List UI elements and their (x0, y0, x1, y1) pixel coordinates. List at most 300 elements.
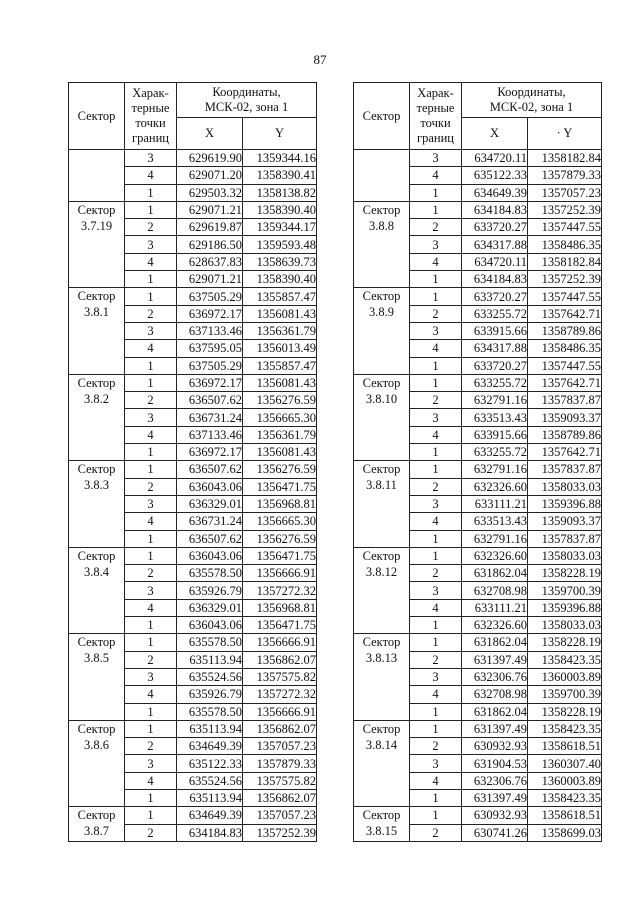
y-coordinate-cell: 1358228.19 (528, 634, 602, 651)
x-coordinate-cell: 637133.46 (177, 426, 243, 443)
sector-name-cell (354, 807, 410, 842)
x-coordinate-cell: 635113.94 (177, 720, 243, 737)
sector-name-line: Сектор (77, 202, 116, 217)
y-coordinate-cell: 1357252.39 (243, 824, 317, 841)
x-coordinate-cell: 633255.72 (462, 444, 528, 461)
y-coordinate-cell: 1356666.91 (243, 565, 317, 582)
table-row (69, 634, 317, 651)
x-coordinate-cell: 631904.53 (462, 755, 528, 772)
x-header: X (177, 118, 243, 150)
sector-name-line: 3.8.2 (84, 391, 109, 406)
y-coordinate-cell: 1356081.43 (243, 374, 317, 391)
y-coordinate-cell: 1357642.71 (528, 305, 602, 322)
point-number-cell: 3 (125, 322, 177, 339)
point-number-cell: 4 (410, 686, 462, 703)
x-coordinate-cell: 635578.50 (177, 634, 243, 651)
table-row (69, 201, 317, 218)
table-row (69, 461, 317, 478)
y-coordinate-cell: 1356081.43 (243, 305, 317, 322)
point-number-cell: 3 (125, 495, 177, 512)
sector-name-cell (69, 634, 125, 720)
x-coordinate-cell: 631862.04 (462, 565, 528, 582)
point-number-cell: 4 (410, 253, 462, 270)
coordinates-header: Координаты, МСК-02, зона 1 (177, 83, 317, 118)
sector-name-cell (354, 461, 410, 547)
y-coordinate-cell: 1358423.35 (528, 789, 602, 806)
sector-name-line: 3.7.19 (80, 218, 113, 233)
sector-name-cell (69, 201, 125, 287)
point-number-cell: 1 (410, 288, 462, 305)
point-number-cell: 1 (410, 807, 462, 824)
y-coordinate-cell: 1357272.32 (243, 582, 317, 599)
x-coordinate-cell: 634317.88 (462, 340, 528, 357)
x-coordinate-cell: 635926.79 (177, 686, 243, 703)
x-coordinate-cell: 635122.33 (462, 167, 528, 184)
x-coordinate-cell: 636507.62 (177, 461, 243, 478)
x-coordinate-cell: 634720.11 (462, 150, 528, 167)
y-coordinate-cell: 1359093.37 (528, 513, 602, 530)
page-number: 87 (313, 52, 327, 67)
y-coordinate-cell: 1356276.59 (243, 530, 317, 547)
x-coordinate-cell: 635524.56 (177, 772, 243, 789)
sector-name-line: Сектор (362, 721, 401, 736)
y-coordinate-cell: 1359093.37 (528, 409, 602, 426)
y-coordinate-cell: 1358182.84 (528, 150, 602, 167)
x-coordinate-cell: 636972.17 (177, 305, 243, 322)
sector-name-cell (69, 461, 125, 547)
point-number-cell: 1 (125, 288, 177, 305)
point-number-cell: 1 (410, 374, 462, 391)
x-coordinate-cell: 636972.17 (177, 444, 243, 461)
point-number-cell: 1 (125, 374, 177, 391)
point-number-cell: 4 (410, 340, 462, 357)
point-number-cell: 3 (125, 150, 177, 167)
sector-name-line: 3.8.5 (84, 651, 109, 666)
sector-name-line: Сектор (77, 548, 116, 563)
point-number-cell: 3 (410, 755, 462, 772)
y-coordinate-cell: 1358618.51 (528, 807, 602, 824)
y-coordinate-cell: 1359344.17 (243, 219, 317, 236)
point-number-cell: 1 (125, 184, 177, 201)
x-coordinate-cell: 633915.66 (462, 322, 528, 339)
sector-name-cell (69, 720, 125, 806)
point-number-cell: 3 (125, 409, 177, 426)
coordinates-header: Координаты, МСК-02, зона 1 (462, 83, 602, 118)
x-coordinate-cell: 636507.62 (177, 392, 243, 409)
x-coordinate-cell: 634720.11 (462, 253, 528, 270)
y-coordinate-cell: 1360003.89 (528, 772, 602, 789)
x-coordinate-cell: 635578.50 (177, 703, 243, 720)
y-coordinate-cell: 1357252.39 (528, 271, 602, 288)
point-number-cell: 2 (410, 565, 462, 582)
x-coordinate-cell: 636972.17 (177, 374, 243, 391)
sector-name-cell (69, 288, 125, 374)
x-coordinate-cell: 632326.60 (462, 547, 528, 564)
point-number-cell: 1 (410, 530, 462, 547)
x-coordinate-cell: 629071.21 (177, 201, 243, 218)
y-coordinate-cell: 1358423.35 (528, 720, 602, 737)
y-coordinate-cell: 1356361.79 (243, 322, 317, 339)
point-number-cell: 1 (410, 444, 462, 461)
x-coordinate-cell: 636043.06 (177, 478, 243, 495)
x-coordinate-cell: 633720.27 (462, 219, 528, 236)
x-coordinate-cell: 633255.72 (462, 305, 528, 322)
y-coordinate-cell: 1357879.33 (528, 167, 602, 184)
table-row (354, 150, 602, 167)
x-coordinate-cell: 637595.05 (177, 340, 243, 357)
x-header: X (462, 118, 528, 150)
y-coordinate-cell: 1358639.73 (243, 253, 317, 270)
x-coordinate-cell: 632708.98 (462, 582, 528, 599)
x-coordinate-cell: 635113.94 (177, 651, 243, 668)
y-coordinate-cell: 1358486.35 (528, 236, 602, 253)
sector-name-line: Сектор (362, 548, 401, 563)
y-coordinate-cell: 1360003.89 (528, 668, 602, 685)
sector-name-line: Сектор (77, 289, 116, 304)
x-coordinate-cell: 633720.27 (462, 288, 528, 305)
y-coordinate-cell: 1357837.87 (528, 461, 602, 478)
point-number-cell: 4 (125, 599, 177, 616)
sector-name-cell (354, 720, 410, 806)
point-number-cell: 2 (125, 478, 177, 495)
point-number-cell: 3 (410, 150, 462, 167)
point-number-cell: 1 (125, 201, 177, 218)
table-row (354, 807, 602, 824)
point-number-cell: 1 (125, 720, 177, 737)
table-row (354, 374, 602, 391)
point-number-cell: 4 (410, 513, 462, 530)
point-number-cell: 1 (410, 617, 462, 634)
y-coordinate-cell: 1358033.03 (528, 478, 602, 495)
sector-name-line: 3.8.3 (84, 478, 109, 493)
sector-name-line: Сектор (77, 375, 116, 390)
x-coordinate-cell: 636731.24 (177, 409, 243, 426)
point-number-cell: 1 (410, 703, 462, 720)
y-coordinate-cell: 1357272.32 (243, 686, 317, 703)
x-coordinate-cell: 630741.26 (462, 824, 528, 841)
sector-name-line: 3.8.12 (365, 564, 398, 579)
x-coordinate-cell: 633915.66 (462, 426, 528, 443)
sector-name-cell (354, 288, 410, 374)
table-row (354, 201, 602, 218)
y-coordinate-cell: 1356081.43 (243, 444, 317, 461)
sector-name-cell (69, 150, 125, 202)
left-table-body (69, 150, 317, 842)
y-coordinate-cell: 1359593.48 (243, 236, 317, 253)
y-coordinate-cell: 1357447.55 (528, 288, 602, 305)
y-coordinate-cell: 1358486.35 (528, 340, 602, 357)
sector-name-line: Сектор (77, 635, 116, 650)
y-coordinate-cell: 1358789.86 (528, 426, 602, 443)
point-number-cell: 1 (410, 461, 462, 478)
point-number-cell: 1 (125, 703, 177, 720)
y-coordinate-cell: 1356968.81 (243, 495, 317, 512)
y-coordinate-cell: 1357575.82 (243, 668, 317, 685)
y-coordinate-cell: 1358618.51 (528, 738, 602, 755)
point-number-cell: 4 (410, 426, 462, 443)
point-number-cell: 3 (410, 409, 462, 426)
y-coordinate-cell: 1357057.23 (243, 807, 317, 824)
y-coordinate-cell: 1359700.39 (528, 686, 602, 703)
y-coordinate-cell: 1358228.19 (528, 703, 602, 720)
x-coordinate-cell: 633513.43 (462, 513, 528, 530)
x-coordinate-cell: 634649.39 (462, 184, 528, 201)
y-coordinate-cell: 1356276.59 (243, 392, 317, 409)
point-number-cell: 4 (410, 167, 462, 184)
sector-name-line: 3.8.7 (84, 824, 109, 839)
point-number-cell: 3 (410, 495, 462, 512)
point-number-cell: 1 (125, 807, 177, 824)
table-row (69, 374, 317, 391)
point-number-cell: 2 (410, 305, 462, 322)
x-coordinate-cell: 633111.21 (462, 599, 528, 616)
y-coordinate-cell: 1357837.87 (528, 392, 602, 409)
y-coordinate-cell: 1357447.55 (528, 219, 602, 236)
x-coordinate-cell: 637505.29 (177, 288, 243, 305)
point-number-cell: 1 (410, 271, 462, 288)
table-row (69, 547, 317, 564)
char-points-header: Харак- терные точки границ (410, 83, 462, 150)
x-coordinate-cell: 634184.83 (462, 271, 528, 288)
x-coordinate-cell: 636731.24 (177, 513, 243, 530)
left-coordinates-table (68, 82, 317, 842)
table-row (354, 720, 602, 737)
point-number-cell: 4 (125, 167, 177, 184)
table-row (354, 288, 602, 305)
x-coordinate-cell: 632306.76 (462, 668, 528, 685)
y-coordinate-cell: 1360307.40 (528, 755, 602, 772)
sector-name-cell (69, 547, 125, 633)
point-number-cell: 4 (125, 426, 177, 443)
sector-name-cell (354, 547, 410, 633)
sector-name-line: Сектор (362, 289, 401, 304)
sector-name-line: Сектор (362, 635, 401, 650)
sector-header: Сектор (69, 83, 125, 150)
point-number-cell: 1 (125, 461, 177, 478)
y-header: Y (243, 118, 317, 150)
point-number-cell: 1 (410, 789, 462, 806)
sector-name-line: Сектор (77, 721, 116, 736)
point-number-cell: 2 (125, 392, 177, 409)
x-coordinate-cell: 631862.04 (462, 703, 528, 720)
right-coordinates-table (353, 82, 602, 842)
x-coordinate-cell: 634649.39 (177, 807, 243, 824)
x-coordinate-cell: 632791.16 (462, 461, 528, 478)
point-number-cell: 2 (410, 478, 462, 495)
point-number-cell: 1 (410, 547, 462, 564)
x-coordinate-cell: 630932.93 (462, 738, 528, 755)
right-table-body (354, 150, 602, 842)
point-number-cell: 1 (125, 271, 177, 288)
x-coordinate-cell: 632326.60 (462, 617, 528, 634)
y-coordinate-cell: 1356666.91 (243, 634, 317, 651)
point-number-cell: 2 (125, 305, 177, 322)
point-number-cell: 2 (410, 651, 462, 668)
point-number-cell: 3 (125, 668, 177, 685)
point-number-cell: 2 (410, 738, 462, 755)
y-coordinate-cell: 1357252.39 (528, 201, 602, 218)
x-coordinate-cell: 634649.39 (177, 738, 243, 755)
y-coordinate-cell: 1358699.03 (528, 824, 602, 841)
point-number-cell: 4 (125, 513, 177, 530)
y-coordinate-cell: 1359396.88 (528, 599, 602, 616)
y-coordinate-cell: 1356665.30 (243, 409, 317, 426)
x-coordinate-cell: 635926.79 (177, 582, 243, 599)
y-coordinate-cell: 1356862.07 (243, 651, 317, 668)
point-number-cell: 2 (410, 824, 462, 841)
x-coordinate-cell: 629071.21 (177, 271, 243, 288)
y-coordinate-cell: 1356862.07 (243, 720, 317, 737)
y-coordinate-cell: 1357879.33 (243, 755, 317, 772)
point-number-cell: 1 (125, 547, 177, 564)
x-coordinate-cell: 628637.83 (177, 253, 243, 270)
y-coordinate-cell: 1357447.55 (528, 357, 602, 374)
y-coordinate-cell: 1356666.91 (243, 703, 317, 720)
x-coordinate-cell: 636329.01 (177, 599, 243, 616)
y-coordinate-cell: 1358033.03 (528, 617, 602, 634)
y-coordinate-cell: 1358390.41 (243, 167, 317, 184)
sector-name-line: 3.8.14 (365, 737, 398, 752)
y-coordinate-cell: 1356862.07 (243, 789, 317, 806)
point-number-cell: 3 (125, 236, 177, 253)
table-row (354, 547, 602, 564)
sector-name-line: 3.8.11 (366, 478, 397, 493)
y-coordinate-cell: 1356665.30 (243, 513, 317, 530)
point-number-cell: 1 (410, 201, 462, 218)
table-row (69, 807, 317, 824)
x-coordinate-cell: 630932.93 (462, 807, 528, 824)
x-coordinate-cell: 637133.46 (177, 322, 243, 339)
x-coordinate-cell: 633111.21 (462, 495, 528, 512)
x-coordinate-cell: 633513.43 (462, 409, 528, 426)
y-coordinate-cell: 1358789.86 (528, 322, 602, 339)
x-coordinate-cell: 633255.72 (462, 374, 528, 391)
y-coordinate-cell: 1358390.40 (243, 201, 317, 218)
x-coordinate-cell: 637505.29 (177, 357, 243, 374)
x-coordinate-cell: 629619.87 (177, 219, 243, 236)
table-row (69, 150, 317, 167)
y-coordinate-cell: 1357575.82 (243, 772, 317, 789)
table-row (69, 720, 317, 737)
x-coordinate-cell: 636507.62 (177, 530, 243, 547)
sector-name-cell (354, 634, 410, 720)
point-number-cell: 1 (410, 634, 462, 651)
point-number-cell: 2 (410, 219, 462, 236)
table-row (354, 461, 602, 478)
x-coordinate-cell: 629186.50 (177, 236, 243, 253)
y-coordinate-cell: 1357642.71 (528, 374, 602, 391)
sector-name-cell (354, 201, 410, 287)
x-coordinate-cell: 635122.33 (177, 755, 243, 772)
x-coordinate-cell: 629503.32 (177, 184, 243, 201)
point-number-cell: 3 (410, 582, 462, 599)
char-points-header: Харак- терные точки границ (125, 83, 177, 150)
y-coordinate-cell: 1356361.79 (243, 426, 317, 443)
sector-name-line: Сектор (77, 808, 116, 823)
y-coordinate-cell: 1356471.75 (243, 617, 317, 634)
y-coordinate-cell: 1356471.75 (243, 547, 317, 564)
sector-name-cell (354, 150, 410, 202)
y-coordinate-cell: 1359700.39 (528, 582, 602, 599)
point-number-cell: 1 (410, 720, 462, 737)
point-number-cell: 4 (410, 772, 462, 789)
point-number-cell: 4 (125, 686, 177, 703)
sector-name-line: 3.8.6 (84, 737, 109, 752)
x-coordinate-cell: 631397.49 (462, 720, 528, 737)
y-coordinate-cell: 1359344.16 (243, 150, 317, 167)
y-coordinate-cell: 1357837.87 (528, 530, 602, 547)
y-header: · Y (528, 118, 602, 150)
table-row (354, 634, 602, 651)
point-number-cell: 1 (410, 184, 462, 201)
x-coordinate-cell: 632791.16 (462, 392, 528, 409)
point-number-cell: 4 (125, 253, 177, 270)
y-coordinate-cell: 1358228.19 (528, 565, 602, 582)
x-coordinate-cell: 634184.83 (462, 201, 528, 218)
x-coordinate-cell: 629619.90 (177, 150, 243, 167)
sector-name-line: 3.8.9 (369, 305, 394, 320)
x-coordinate-cell: 632306.76 (462, 772, 528, 789)
y-coordinate-cell: 1357642.71 (528, 444, 602, 461)
point-number-cell: 1 (125, 444, 177, 461)
x-coordinate-cell: 636043.06 (177, 547, 243, 564)
sector-name-line: Сектор (362, 462, 401, 477)
x-coordinate-cell: 631862.04 (462, 634, 528, 651)
y-coordinate-cell: 1357057.23 (243, 738, 317, 755)
y-coordinate-cell: 1356013.49 (243, 340, 317, 357)
point-number-cell: 1 (125, 530, 177, 547)
point-number-cell: 1 (125, 789, 177, 806)
x-coordinate-cell: 636329.01 (177, 495, 243, 512)
point-number-cell: 4 (410, 599, 462, 616)
y-coordinate-cell: 1355857.47 (243, 288, 317, 305)
point-number-cell: 3 (410, 668, 462, 685)
y-coordinate-cell: 1356471.75 (243, 478, 317, 495)
sector-name-line: Сектор (362, 808, 401, 823)
y-coordinate-cell: 1358423.35 (528, 651, 602, 668)
x-coordinate-cell: 631397.49 (462, 789, 528, 806)
point-number-cell: 2 (125, 565, 177, 582)
x-coordinate-cell: 634317.88 (462, 236, 528, 253)
sector-name-line: 3.8.13 (365, 651, 398, 666)
sector-name-cell (354, 374, 410, 460)
point-number-cell: 4 (125, 772, 177, 789)
point-number-cell: 1 (410, 357, 462, 374)
point-number-cell: 4 (125, 340, 177, 357)
x-coordinate-cell: 635113.94 (177, 789, 243, 806)
y-coordinate-cell: 1357057.23 (528, 184, 602, 201)
sector-name-line: 3.8.10 (365, 391, 398, 406)
point-number-cell: 3 (410, 236, 462, 253)
x-coordinate-cell: 634184.83 (177, 824, 243, 841)
sector-name-line: 3.8.15 (365, 824, 398, 839)
y-coordinate-cell: 1358182.84 (528, 253, 602, 270)
sector-name-cell (69, 374, 125, 460)
y-coordinate-cell: 1358390.40 (243, 271, 317, 288)
sector-name-line: 3.8.8 (369, 218, 394, 233)
x-coordinate-cell: 631397.49 (462, 651, 528, 668)
x-coordinate-cell: 632326.60 (462, 478, 528, 495)
y-coordinate-cell: 1358033.03 (528, 547, 602, 564)
x-coordinate-cell: 632791.16 (462, 530, 528, 547)
x-coordinate-cell: 632708.98 (462, 686, 528, 703)
point-number-cell: 3 (125, 582, 177, 599)
y-coordinate-cell: 1359396.88 (528, 495, 602, 512)
point-number-cell: 2 (125, 824, 177, 841)
point-number-cell: 2 (125, 738, 177, 755)
table-row (69, 288, 317, 305)
sector-name-line: Сектор (77, 462, 116, 477)
